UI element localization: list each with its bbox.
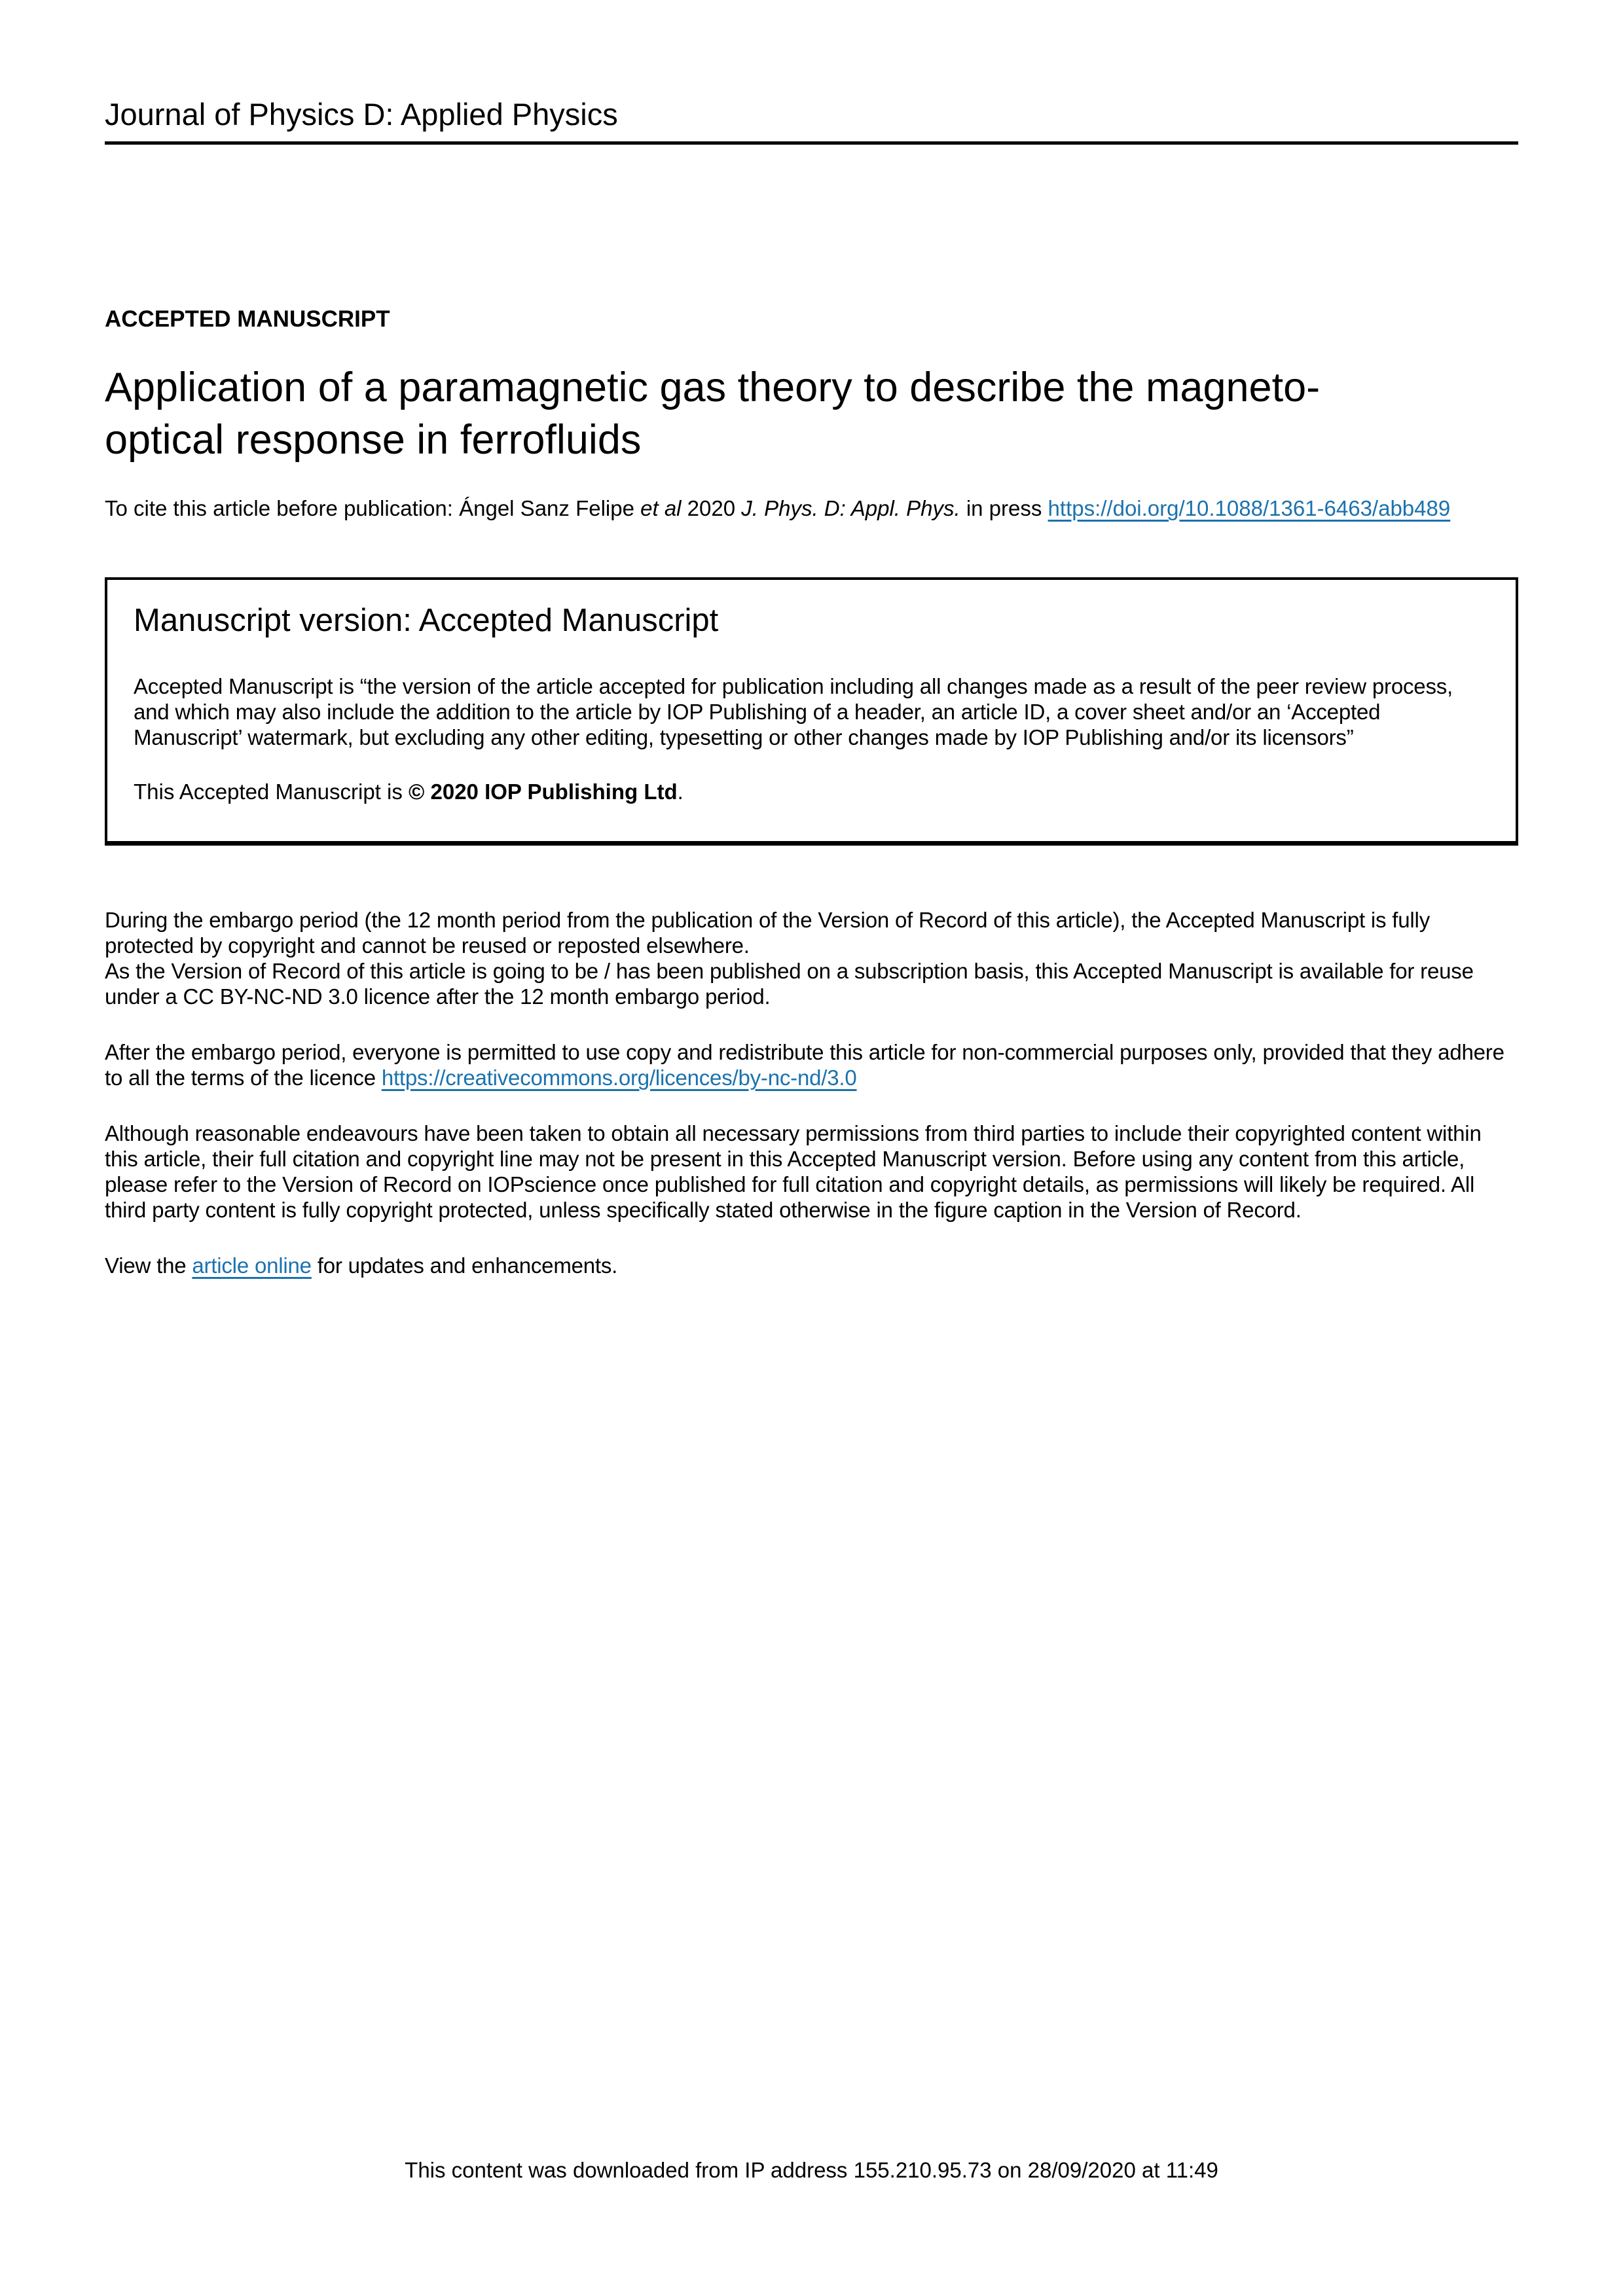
manuscript-version-box: [105, 577, 1518, 846]
view-online-line: [105, 1253, 1518, 1278]
copyright-suffix: .: [677, 780, 684, 804]
article-title-line-2: optical response in ferrofluids: [105, 417, 642, 463]
embargo-paragraph-part-2: As the Version of Record of this article is going to be / has been published on a subscription basis, this Accepted Manuscript is available for reuse under a CC BY-NC-ND 3.0 licence after the 12 month embargo period.: [105, 959, 1474, 1009]
citation-year: 2020: [681, 496, 742, 520]
cc-licence-link[interactable]: https://creativecommons.org/licences/by-nc-nd/3.0: [381, 1066, 857, 1090]
version-box-copyright: [134, 779, 1489, 804]
accepted-manuscript-label: ACCEPTED MANUSCRIPT: [105, 306, 390, 332]
citation-etal: et al: [640, 496, 682, 520]
view-online-suffix: for updates and enhancements.: [311, 1253, 618, 1278]
page-content: [0, 97, 1623, 1278]
reuse-paragraph: [105, 1039, 1518, 1090]
header-divider: [105, 141, 1518, 145]
embargo-paragraph: [105, 907, 1518, 1009]
copyright-bold: © 2020 IOP Publishing Ltd: [409, 780, 678, 804]
citation-in-press: in press: [960, 496, 1048, 520]
article-online-link[interactable]: article online: [192, 1253, 312, 1278]
citation-journal-abbrev: J. Phys. D: Appl. Phys.: [741, 496, 960, 520]
version-box-body: Accepted Manuscript is “the version of the article accepted for publication including all changes made as a result of the peer review process, and which may also include the addition to the article by IOP Publishing of a header, an article ID, a cover sheet and/or an ‘Accepted Manuscript’ watermark, but excluding any other editing, typesetting or other changes made by IOP Publishing and/or its licensors”: [134, 674, 1453, 749]
doi-link[interactable]: https://doi.org/10.1088/1361-6463/abb489: [1048, 496, 1451, 520]
permissions-paragraph: Although reasonable endeavours have been taken to obtain all necessary permissions from third parties to include their copyrighted content within this article, their full citation and copyright line may not be present in this Accepted Manuscript version. Before using any content from this article, please refer to the Version of Record on IOPscience once published for full citation and copyright details, as permissions will likely be required. All third party content is fully copyright protected, unless specifically stated otherwise in the figure caption in the Version of Record.: [105, 1121, 1482, 1222]
citation-prefix: To cite this article before publication: Ángel Sanz Felipe: [105, 496, 641, 520]
citation-line: [105, 496, 1518, 521]
download-footer-note: This content was downloaded from IP address 155.210.95.73 on 28/09/2020 at 11:49: [405, 2158, 1218, 2182]
view-online-prefix: View the: [105, 1253, 192, 1278]
journal-title: Journal of Physics D: Applied Physics: [105, 97, 618, 132]
copyright-prefix: This Accepted Manuscript is: [134, 780, 409, 804]
embargo-paragraph-part-1: During the embargo period (the 12 month period from the publication of the Version of Record of this article), the Accepted Manuscript is fully protected by copyright and cannot be reused or reposted elsewhere.: [105, 908, 1430, 958]
article-title: [105, 361, 1518, 466]
version-box-heading: Manuscript version: Accepted Manuscript: [134, 603, 719, 638]
article-title-line-1: Application of a paramagnetic gas theory to describe the magneto-: [105, 365, 1321, 410]
reuse-text: After the embargo period, everyone is permitted to use copy and redistribute this article for non-commercial purposes only, provided that they adhere to all the terms of the licence: [105, 1040, 1504, 1090]
